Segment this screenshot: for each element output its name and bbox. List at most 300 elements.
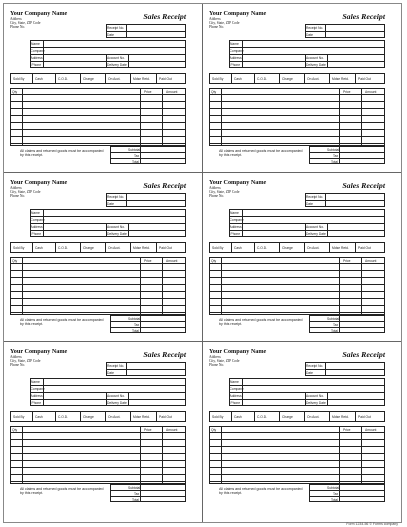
receipt-title: Sales Receipt [143,12,186,21]
tax-label: Tax [134,322,140,327]
sales-receipt [10,179,188,334]
customer-field[interactable] [44,48,185,53]
payment-column-label: Sold By [212,414,224,419]
form-footer: Form 1234-56 © Forms company [346,522,398,526]
divider [110,158,186,159]
name-label: Name [230,41,239,46]
table-row-line [10,312,186,313]
divider [162,257,163,315]
divider [55,73,56,84]
divider [162,426,163,484]
payment-column-label: Sold By [13,414,25,419]
receipt-title: Sales Receipt [143,350,186,359]
company-phone: Phone No. [209,25,225,29]
tax-label: Tax [333,491,339,496]
amount-header: Amount [365,258,377,263]
table-row-line [10,439,186,440]
customer-field[interactable] [243,48,384,53]
items-table [10,88,186,146]
items-table [209,426,385,484]
table-row-line [209,460,385,461]
table-row-line [10,284,186,285]
divider [231,242,232,253]
payment-column-label: Mdse Retd. [133,245,150,250]
payment-column-label: Cash [234,76,242,81]
table-row-line [209,284,385,285]
customer-field[interactable] [44,393,105,398]
company-address: Address [10,17,22,21]
divider [309,490,385,491]
divider [231,73,232,84]
table-row-line [10,474,186,475]
price-header: Price [144,89,152,94]
divider [128,54,129,68]
company-address: Address [209,355,221,359]
address-label: Address [30,224,43,229]
customer-field[interactable] [243,62,304,67]
payment-column-label: Charge [83,245,94,250]
company-city: City, State, ZIP Code [10,190,41,194]
company-name: Your Company Name [10,10,68,17]
divider [327,392,328,406]
sales-receipt [209,10,387,165]
payment-column-label: Sold By [212,76,224,81]
receipt-number-label: Receipt No. [107,194,125,199]
divider [231,411,232,422]
table-row-line [209,453,385,454]
divider [339,88,340,146]
total-label: Total [331,328,338,333]
company-name: Your Company Name [209,10,267,17]
divider [22,257,23,315]
table-row-line [10,136,186,137]
divider [110,152,186,153]
tax-label: Tax [333,322,339,327]
payment-column-label: Sold By [13,76,25,81]
divider [32,73,33,84]
table-row-line [209,108,385,109]
divider [55,242,56,253]
returns-notice: All claims and returned goods must be accompanied by this receipt. [219,487,303,496]
divider [254,242,255,253]
payment-column-label: On Acct. [307,245,320,250]
tax-label: Tax [134,153,140,158]
name-label: Name [230,379,239,384]
divider [156,242,157,253]
divider [327,223,328,237]
phone-label: Phone [230,231,241,236]
payment-column-label: Cash [35,245,43,250]
receipt-title: Sales Receipt [342,12,385,21]
divider [105,411,106,422]
amount-header: Amount [166,258,178,263]
date-field[interactable] [127,370,185,375]
customer-field[interactable] [44,231,105,236]
divider [309,158,385,159]
qty-header: Qty [211,427,217,432]
customer-field[interactable] [243,217,384,222]
table-row-line [209,446,385,447]
column-divider [202,4,203,522]
customer-field[interactable] [44,41,185,46]
divider [22,88,23,146]
payment-column-label: On Acct. [307,414,320,419]
date-field[interactable] [326,201,384,206]
table-row-line [10,277,186,278]
divider [209,263,385,264]
table-row-line [209,129,385,130]
divider [22,426,23,484]
date-label: Date [306,370,313,375]
table-row-line [10,298,186,299]
totals-box [309,484,385,502]
payment-column-label: Mdse Retd. [332,245,349,250]
divider [254,73,255,84]
qty-header: Qty [12,258,18,263]
customer-field[interactable] [44,55,105,60]
items-table [209,257,385,315]
customer-field[interactable] [243,400,304,405]
customer-field[interactable] [243,224,304,229]
table-row-line [10,108,186,109]
account-number-label: Account No. [306,393,324,398]
divider [221,257,222,315]
divider [361,426,362,484]
table-row-line [209,115,385,116]
qty-header: Qty [12,427,18,432]
table-row-line [10,115,186,116]
divider [162,88,163,146]
customer-field[interactable] [243,41,384,46]
divider [361,88,362,146]
date-label: Date [306,32,313,37]
receipt-number-field[interactable] [127,363,185,368]
table-row-line [10,305,186,306]
table-row-line [10,446,186,447]
table-row-line [10,481,186,482]
table-row-line [209,136,385,137]
sales-receipt [10,10,188,165]
subtotal-label: Subtotal [327,316,340,321]
sales-receipt [209,348,387,503]
divider [140,426,141,484]
sales-receipt [209,179,387,334]
description-header: Description [70,258,87,263]
price-header: Price [343,258,351,263]
description-header: Description [269,427,286,432]
payment-column-label: Paid Out [159,414,172,419]
divider [130,411,131,422]
phone-label: Phone [230,400,241,405]
divider [279,73,280,84]
name-label: Name [230,210,239,215]
company-address: Address [209,17,221,21]
payment-column-label: Paid Out [358,76,371,81]
total-label: Total [132,497,139,502]
table-row-line [10,291,186,292]
company-city: City, State, ZIP Code [10,359,41,363]
payment-column-label: On Acct. [108,76,121,81]
table-row-line [209,101,385,102]
subtotal-label: Subtotal [128,316,141,321]
company-city: City, State, ZIP Code [209,190,240,194]
company-label: Company [30,48,45,53]
customer-field[interactable] [243,210,384,215]
description-header: Description [70,89,87,94]
name-label: Name [31,41,40,46]
table-row-line [209,291,385,292]
payment-column-label: Charge [83,414,94,419]
receipt-title: Sales Receipt [143,181,186,190]
company-city: City, State, ZIP Code [209,21,240,25]
date-label: Date [306,201,313,206]
company-phone: Phone No. [10,363,26,367]
divider [10,94,186,95]
company-address: Address [10,186,22,190]
customer-field[interactable] [44,224,105,229]
subtotal-label: Subtotal [128,147,141,152]
divider [110,321,186,322]
divider [279,242,280,253]
returns-notice: All claims and returned goods must be accompanied by this receipt. [20,487,104,496]
subtotal-label: Subtotal [327,485,340,490]
divider [128,223,129,237]
divider [156,411,157,422]
divider [309,496,385,497]
payment-column-label: Cash [35,76,43,81]
payment-column-label: C.O.D. [257,76,268,81]
divider [80,242,81,253]
divider [355,73,356,84]
delivery-date-label: Delivery Date [107,400,127,405]
company-phone: Phone No. [209,363,225,367]
phone-label: Phone [31,400,42,405]
divider [105,73,106,84]
receipt-number-field[interactable] [127,194,185,199]
company-label: Company [229,217,244,222]
customer-field[interactable] [44,379,185,384]
divider [55,411,56,422]
company-label: Company [229,386,244,391]
returns-notice: All claims and returned goods must be accompanied by this receipt. [20,318,104,327]
payment-column-label: Sold By [212,245,224,250]
table-row-line [209,439,385,440]
receipt-number-field[interactable] [326,363,384,368]
customer-field[interactable] [44,386,185,391]
payment-column-label: Charge [83,76,94,81]
totals-box [110,315,186,333]
description-header: Description [269,89,286,94]
phone-label: Phone [230,62,241,67]
delivery-date-label: Delivery Date [306,231,326,236]
company-address: Address [10,355,22,359]
divider [339,426,340,484]
table-row-line [209,270,385,271]
date-field[interactable] [326,32,384,37]
company-city: City, State, ZIP Code [209,359,240,363]
payment-column-label: Charge [282,245,293,250]
amount-header: Amount [365,427,377,432]
payment-column-label: Cash [35,414,43,419]
table-row-line [209,312,385,313]
divider [130,73,131,84]
table-row-line [10,122,186,123]
returns-notice: All claims and returned goods must be accompanied by this receipt. [20,149,104,158]
receipt-number-label: Receipt No. [107,363,125,368]
date-field[interactable] [127,32,185,37]
divider [140,484,141,502]
table-row-line [209,122,385,123]
company-phone: Phone No. [10,25,26,29]
divider [128,392,129,406]
payment-column-label: Mdse Retd. [332,414,349,419]
payment-column-label: Paid Out [159,245,172,250]
total-label: Total [132,328,139,333]
table-row-line [209,481,385,482]
divider [361,257,362,315]
receipt-form-page [3,3,402,523]
delivery-date-label: Delivery Date [306,400,326,405]
customer-field[interactable] [243,379,384,384]
receipt-number-label: Receipt No. [306,363,324,368]
receipt-title: Sales Receipt [342,181,385,190]
payment-column-label: Mdse Retd. [133,414,150,419]
receipt-number-field[interactable] [326,25,384,30]
company-name: Your Company Name [10,179,68,186]
receipt-number-field[interactable] [326,194,384,199]
divider [221,426,222,484]
divider [309,321,385,322]
qty-header: Qty [12,89,18,94]
qty-header: Qty [211,258,217,263]
date-label: Date [107,370,114,375]
subtotal-label: Subtotal [128,485,141,490]
payment-column-label: Cash [234,245,242,250]
divider [80,73,81,84]
payment-column-label: On Acct. [108,245,121,250]
divider [140,315,141,333]
company-name: Your Company Name [209,179,267,186]
customer-field[interactable] [44,217,185,222]
payment-column-label: Mdse Retd. [332,76,349,81]
date-label: Date [107,32,114,37]
divider [10,263,186,264]
delivery-date-label: Delivery Date [306,62,326,67]
account-number-label: Account No. [306,224,324,229]
items-table [10,257,186,315]
date-field[interactable] [326,370,384,375]
price-header: Price [343,427,351,432]
divider [140,146,141,164]
divider [355,242,356,253]
company-city: City, State, ZIP Code [10,21,41,25]
divider [221,88,222,146]
amount-header: Amount [166,427,178,432]
date-field[interactable] [127,201,185,206]
payment-column-label: Mdse Retd. [133,76,150,81]
table-row-line [209,277,385,278]
address-label: Address [30,393,43,398]
divider [140,257,141,315]
receipt-number-label: Receipt No. [107,25,125,30]
phone-label: Phone [31,62,42,67]
customer-field[interactable] [243,55,304,60]
divider [10,432,186,433]
receipt-number-label: Receipt No. [306,194,324,199]
returns-notice: All claims and returned goods must be accompanied by this receipt. [219,318,303,327]
customer-field[interactable] [44,62,105,67]
customer-field[interactable] [44,400,105,405]
divider [105,242,106,253]
price-header: Price [343,89,351,94]
delivery-date-label: Delivery Date [107,62,127,67]
payment-column-label: Paid Out [358,414,371,419]
totals-box [110,484,186,502]
divider [130,242,131,253]
divider [309,152,385,153]
customer-field[interactable] [243,231,304,236]
table-row-line [10,453,186,454]
company-label: Company [229,48,244,53]
payment-column-label: C.O.D. [58,76,69,81]
payment-column-label: C.O.D. [257,414,268,419]
table-row-line [10,270,186,271]
customer-field[interactable] [243,386,384,391]
divider [279,411,280,422]
customer-field[interactable] [243,393,304,398]
divider [80,411,81,422]
payment-column-label: C.O.D. [257,245,268,250]
description-header: Description [269,258,286,263]
tax-label: Tax [134,491,140,496]
table-row-line [10,467,186,468]
total-label: Total [331,159,338,164]
receipt-title: Sales Receipt [342,350,385,359]
table-row-line [209,305,385,306]
amount-header: Amount [166,89,178,94]
table-row-line [10,101,186,102]
date-label: Date [107,201,114,206]
divider [339,257,340,315]
totals-box [309,315,385,333]
table-row-line [10,460,186,461]
table-row-line [209,298,385,299]
name-label: Name [31,379,40,384]
price-header: Price [144,258,152,263]
phone-label: Phone [31,231,42,236]
company-name: Your Company Name [209,348,267,355]
account-number-label: Account No. [306,55,324,60]
address-label: Address [229,393,242,398]
divider [156,73,157,84]
divider [339,146,340,164]
receipt-number-field[interactable] [127,25,185,30]
payment-column-label: Paid Out [358,245,371,250]
address-label: Address [229,55,242,60]
divider [329,411,330,422]
company-name: Your Company Name [10,348,68,355]
items-table [209,88,385,146]
divider [32,242,33,253]
divider [339,484,340,502]
customer-field[interactable] [44,210,185,215]
divider [329,73,330,84]
account-number-label: Account No. [107,224,125,229]
payment-column-label: Sold By [13,245,25,250]
total-label: Total [331,497,338,502]
divider [110,490,186,491]
payment-column-label: Charge [282,76,293,81]
